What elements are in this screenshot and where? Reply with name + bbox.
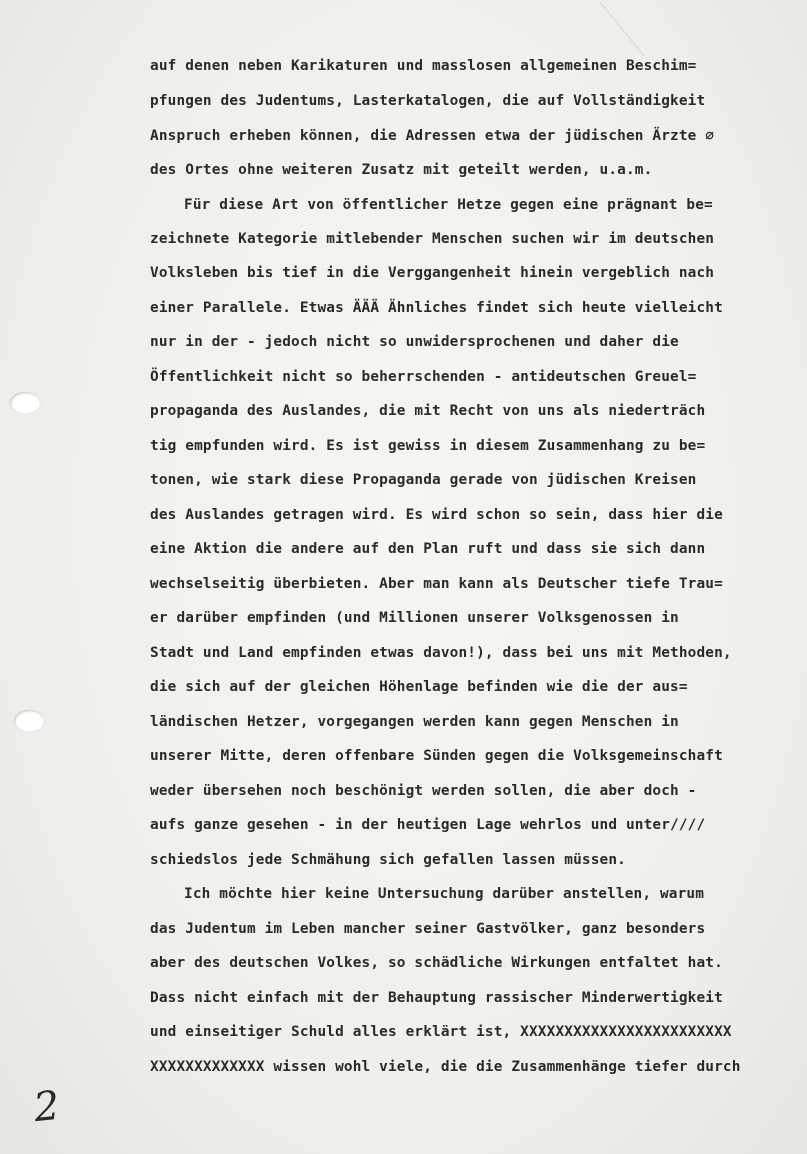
text-line: unserer Mitte, deren offenbare Sünden gegen die Volksgemeinschaft [150,748,723,764]
text-line: auf denen neben Karikaturen und masslosen allgemeinen Beschim= [150,58,697,74]
text-line: Für diese Art von öffentlicher Hetze gegen eine prägnant be= [184,197,713,213]
text-line: wechselseitig überbieten. Aber man kann als Deutscher tiefe Trau= [150,576,723,592]
text-line: Dass nicht einfach mit der Behauptung rassischer Minderwertigkeit [150,990,723,1006]
text-line: des Auslandes getragen wird. Es wird schon so sein, dass hier die [150,507,723,523]
text-line: zeichnete Kategorie mitlebender Menschen suchen wir im deutschen [150,231,715,247]
text-line: Ich möchte hier keine Untersuchung darüber anstellen, warum [184,886,705,902]
text-line: XXXXXXXXXXXXX wissen wohl viele, die die Zusammenhänge tiefer durch [150,1059,741,1075]
text-line: weder übersehen noch beschönigt werden sollen, die aber doch - [150,783,697,799]
text-line: die sich auf der gleichen Höhenlage befinden wie die der aus= [150,679,688,695]
text-line: aber des deutschen Volkes, so schädliche Wirkungen entfaltet hat. [150,955,723,971]
text-line: das Judentum im Leben mancher seiner Gastvölker, ganz besonders [150,921,706,937]
text-line: Öffentlichkeit nicht so beherrschenden - antideutschen Greuel= [150,369,697,385]
text-line: einer Parallele. Etwas ÄÄÄ Ähnliches findet sich heute vielleicht [150,300,723,316]
text-line: aufs ganze gesehen - in der heutigen Lage wehrlos und unter//// [150,817,706,833]
text-line: Volksleben bis tief in die Verggangenheit hinein vergeblich nach [150,265,715,281]
text-line: und einseitiger Schuld alles erklärt ist, XXXXXXXXXXXXXXXXXXXXXXXX [150,1024,732,1040]
text-line: des Ortes ohne weiteren Zusatz mit geteilt werden, u.a.m. [150,162,653,178]
text-line: ländischen Hetzer, vorgegangen werden kann gegen Menschen in [150,714,679,730]
text-line: nur in der - jedoch nicht so unwidersprochenen und daher die [150,334,679,350]
text-line: Stadt und Land empfinden etwas davon!), dass bei uns mit Methoden, [150,645,732,661]
text-line: propaganda des Auslandes, die mit Recht von uns als niederträch [150,403,706,419]
text-line: tonen, wie stark diese Propaganda gerade von jüdischen Kreisen [150,472,697,488]
text-line: er darüber empfinden (und Millionen unserer Volksgenossen in [150,610,679,626]
text-line: eine Aktion die andere auf den Plan ruft und dass sie sich dann [150,541,706,557]
text-line: schiedslos jede Schmähung sich gefallen lassen müssen. [150,852,626,868]
text-line: Anspruch erheben können, die Adressen etwa der jüdischen Ärzte ∅ [150,128,715,144]
handwritten-page-number: 2 [31,1082,62,1132]
text-line: tig empfunden wird. Es ist gewiss in diesem Zusammenhang zu be= [150,438,706,454]
text-line: pfungen des Judentums, Lasterkatalogen, die auf Vollständigkeit [150,93,706,109]
